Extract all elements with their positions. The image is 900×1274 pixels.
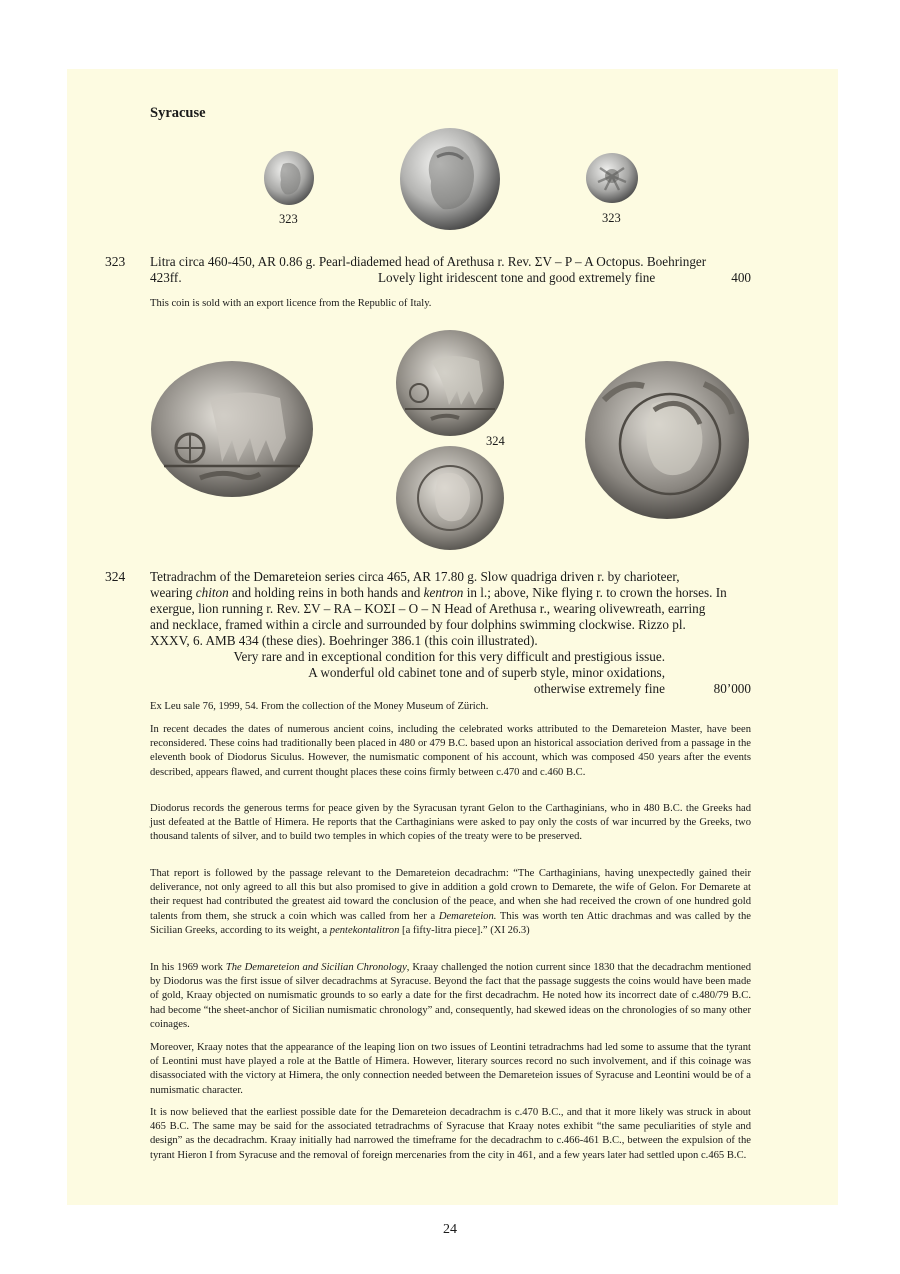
- lot-324-desc-line-3: exergue, lion running r. Rev. ΣV – RA – KOΣI – O – N Head of Arethusa r., wearing olivewreath, earring: [150, 601, 706, 616]
- paragraph-6: It is now believed that the earliest possible date for the Demareteion decadrachm is c.470 B.C., and that it more likely was struck in about 465 B.C. The same may be said for the associated tetradrachms of Syracuse that Kraay notes exhibit “the same peculiarities of style and design” as the decadrachm. Kraay initially had narrowed the timeframe for the decadrachm to c.466-461 B.C., between the expulsion of the tyrant Hieron I from Syracuse and the removal of foreign mercenaries from the city in 461, and a few years later had settled upon c.465 B.C.: [150, 1107, 751, 1161]
- desc-italic-kentron: kentron: [423, 585, 464, 600]
- coin-324-reverse-large-arethusa: [584, 360, 750, 520]
- page-number: 24: [443, 1222, 457, 1237]
- coin-324-obverse-large-quadriga: [150, 360, 314, 498]
- paragraph-5: Moreover, Kraay notes that the appearance of the leaping lion on two issues of Leontini tetradrachms had led some to assume that the tyrant of Leontini must have played a role at the Battle of Himera. However, literary sources record no such involvement, and if this coinage was disassociated with the victory at Himera, the only connection needed between the Demareteion issues of Syracuse and Leontini would be of a numismatic character.: [150, 1042, 751, 1096]
- lot-324-desc-line-5: XXXV, 6. AMB 434 (these dies). Boehringer 386.1 (this coin illustrated).: [150, 633, 538, 648]
- p4-italic-book-title: The Demareteion and Sicilian Chronology: [225, 962, 407, 973]
- lot-324-condition-2: A wonderful old cabinet tone and of superb style, minor oxidations,: [308, 665, 665, 680]
- p3-italic-pentekontalitron: pentekontalitron: [329, 924, 400, 936]
- paragraph-1: In recent decades the dates of numerous ancient coins, including the celebrated works attributed to the Demareteion Master, have been reconsidered. These coins had traditionally been placed in 480 or 479 B.C. based upon an historical association derived from a passage in the eleventh book of Diodorus Siculus. However, the numismatic component of his account, which was composed 450 years after the events described, appears flawed, and current thought places these coins firmly between c.470 and c.460 B.C.: [150, 724, 751, 778]
- lot-323-description-line2: 423ff.: [150, 270, 182, 285]
- lot-324-price: 80’000: [713, 681, 751, 696]
- caption-324: 324: [486, 434, 505, 448]
- caption-323-left: 323: [279, 212, 298, 226]
- coin-324-obverse-small-quadriga: [395, 329, 505, 437]
- lot-number-324: 324: [105, 569, 126, 584]
- caption-323-right: 323: [602, 211, 621, 225]
- paragraph-3: [150, 867, 751, 938]
- lot-323-price: 400: [731, 270, 751, 285]
- desc-italic-chiton: chiton: [195, 585, 229, 600]
- coin-324-reverse-small-arethusa: [395, 445, 505, 551]
- coin-323-obverse-large: [399, 127, 501, 231]
- paragraph-2: Diodorus records the generous terms for peace given by the Syracusan tyrant Gelon to the Carthaginians, who in 480 B.C. the Greeks had just defeated at the Battle of Himera. He reports that the Carthaginians were asked to pay only the costs of war incurred by the Greeks, two thousand talents of silver, and to build two temples in which copies of the treaty were to be preserved.: [150, 803, 751, 843]
- p3-text: [a fifty-litra piece].” (XI 26.3): [399, 924, 530, 936]
- lot-323-description: Litra circa 460-450, AR 0.86 g. Pearl-diademed head of Arethusa r. Rev. ΣV – P – A Octopus. Boehringer: [150, 254, 707, 269]
- paragraph-4: [150, 961, 751, 1032]
- lot-324-provenance: Ex Leu sale 76, 1999, 54. From the collection of the Money Museum of Zürich.: [150, 701, 489, 712]
- p4-text: In his 1969 work: [150, 962, 226, 973]
- p4-text: , Kraay challenged the notion current since 1830 that the decadrachm mentioned by Diodorus was the first issue of silver decadrachms at Syracuse. Beyond the fact that the passage suggests the coins would have been made of gold, Kraay objected on numismatic grounds to so early a date for the first decadrachm. He noted how its incorrect date of c.480/79 B.C. had become “the sheet-anchor of Sicilian numismatic chronology” and, consequently, had skewed ideas on the chronologies of so many other coinages.: [150, 962, 751, 1030]
- lot-324-desc-line-1: Tetradrachm of the Demareteion series circa 465, AR 17.80 g. Slow quadriga driven r. by charioteer,: [150, 569, 680, 584]
- desc-text: in l.; above, Nike flying r. to crown the horses. In: [463, 585, 727, 600]
- desc-text: wearing: [150, 585, 196, 600]
- coin-323-reverse-octopus: [585, 152, 639, 204]
- p3-italic-demareteion: Demareteion.: [438, 910, 497, 922]
- lot-number-323: 323: [105, 254, 126, 269]
- lot-324-desc-line-2: [150, 585, 751, 601]
- lot-323-export-note: This coin is sold with an export licence from the Republic of Italy.: [150, 298, 432, 309]
- lot-324-description: [150, 569, 751, 649]
- p3-text: That report is followed by the passage relevant to the Demareteion decadrachm: “The Carthaginians, having unexpectedly gained their deliverance, not only agreed to all this but also promised to give in addition a gold crown to Demarete, the wife of Gelon. For Demarete at their request had contributed the greatest aid toward the conclusion of the peace, and when she had received the crown of one hundred gold talents from them, she struck a coin which was called from her a: [150, 868, 751, 922]
- lot-324-condition-1: Very rare and in exceptional condition for this very difficult and prestigious issue.: [233, 649, 665, 664]
- lot-324-condition-3: otherwise extremely fine: [533, 681, 665, 696]
- coin-323-obverse-small: [263, 150, 315, 206]
- desc-text: and holding reins in both hands and: [228, 585, 424, 600]
- lot-324-desc-line-4: and necklace, framed within a circle and surrounded by four dolphins swimming clockwise. Rizzo pl.: [150, 617, 686, 632]
- p3-text: This was worth ten Attic drachmas and was called by the Sicilian Greeks, according to its weight, a: [150, 910, 751, 936]
- lot-323-condition: Lovely light iridescent tone and good extremely fine: [378, 270, 656, 285]
- section-title: Syracuse: [150, 105, 206, 121]
